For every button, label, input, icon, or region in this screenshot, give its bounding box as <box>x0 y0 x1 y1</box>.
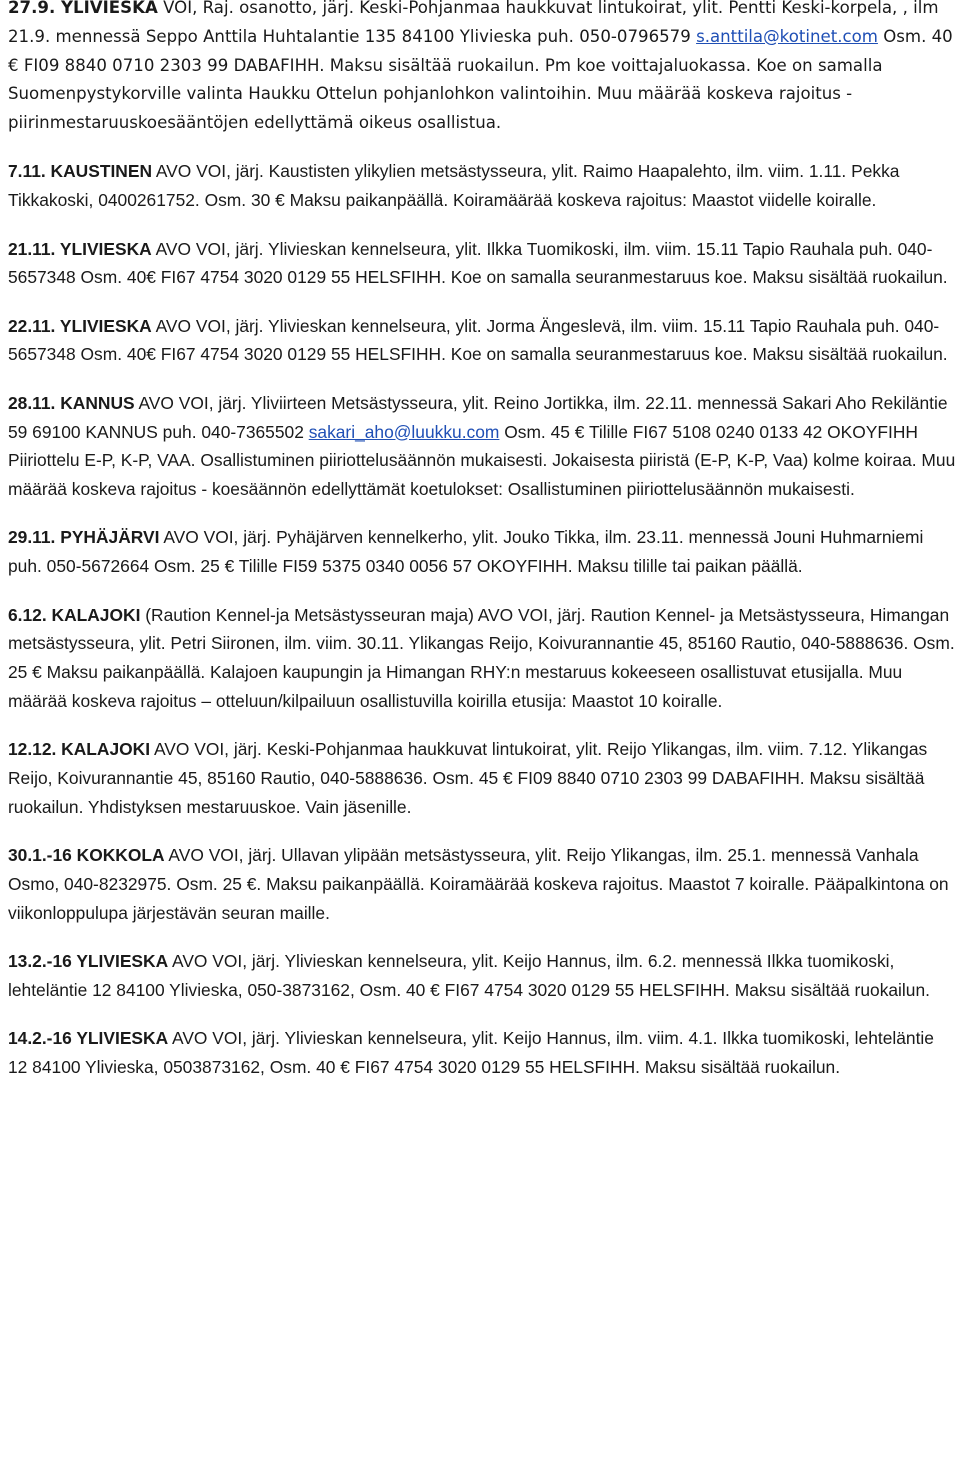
event-heading: 30.1.-16 KOKKOLA <box>8 845 165 866</box>
event-text: AVO VOI, järj. Kaustisten ylikylien metsästysseura, ylit. Raimo Haapalehto, ilm. viim. 1.11. Pekka Tikkakoski, 0400261752. Osm. 30 € Maksu paikanpäällä. Koiramäärää koskeva rajoitus: Maastot viidelle koiralle. <box>8 161 900 211</box>
event-heading: 21.11. YLIVIESKA <box>8 238 152 259</box>
event-entry <box>8 389 956 504</box>
event-heading: 14.2.-16 YLIVIESKA <box>8 1028 169 1049</box>
event-text: AVO VOI, järj. Keski-Pohjanmaa haukkuvat lintukoirat, ylit. Reijo Ylikangas, ilm. viim. 7.12. Ylikangas Reijo, Koivurannantie 45, 85160 Rautio, 040-5888636. Osm. 45 € FI09 8840 0710 2303 99 DABAFIHH. Maksu sisältää ruokailun. Yhdistyksen mestaruuskoe. Vain jäsenille. <box>8 739 928 817</box>
event-text: Osm. 40 € FI09 8840 0710 2303 99 DABAFIHH. Maksu sisältää ruokailun. Pm koe voittajaluokassa. Koe on samalla Suomenpystykorville valinta Haukku Ottelun pohjanlohkon valintoihin. Muu määrää koskeva rajoitus - piirinmestaruuskoesääntöjen edellyttämä oikeus osallistua. <box>8 26 953 133</box>
event-heading: 29.11. PYHÄJÄRVI <box>8 527 160 548</box>
event-text: AVO VOI, järj. Ylivieskan kennelseura, ylit. Keijo Hannus, ilm. viim. 4.1. Ilkka tuomikoski, lehteläntie 12 84100 Ylivieska, 0503873162, Osm. 40 € FI67 4754 3020 0129 55 HELSFIHH. Maksu sisältää ruokailun. <box>8 1028 934 1077</box>
event-heading: 7.11. KAUSTINEN <box>8 161 152 182</box>
event-text: VOI, Raj. osanotto, järj. Keski-Pohjanmaa haukkuvat lintukoirat, ylit. Pentti Keski-korpela, , ilm 21.9. mennessä Seppo Anttila Huhtalantie 135 84100 Ylivieska puh. 050-0796579 <box>8 0 939 46</box>
email-link[interactable]: sakari_aho@luukku.com <box>308 421 500 442</box>
event-entry <box>8 0 956 138</box>
event-entry <box>8 947 956 1005</box>
event-heading: 12.12. KALAJOKI <box>8 739 151 760</box>
event-entry <box>8 1024 956 1082</box>
document-body <box>8 0 956 1082</box>
event-heading: 6.12. KALAJOKI <box>8 604 141 625</box>
event-entry <box>8 841 956 927</box>
event-entry <box>8 523 956 581</box>
event-heading: 13.2.-16 YLIVIESKA <box>8 951 169 972</box>
event-text: AVO VOI, järj. Pyhäjärven kennelkerho, ylit. Jouko Tikka, ilm. 23.11. mennessä Jouni Huhmarniemi puh. 050-5672664 Osm. 25 € Tilille FI59 5375 0340 0056 57 OKOYFIHH. Maksu tilille tai paikan päällä. <box>8 527 924 577</box>
event-heading: 22.11. YLIVIESKA <box>8 315 152 336</box>
event-heading: 28.11. KANNUS <box>8 392 135 413</box>
event-entry <box>8 735 956 821</box>
email-link[interactable]: s.anttila@kotinet.com <box>696 26 878 46</box>
event-text: AVO VOI, järj. Ylivieskan kennelseura, ylit. Ilkka Tuomikoski, ilm. viim. 15.11 Tapio Rauhala puh. 040-5657348 Osm. 40€ FI67 4754 3020 0129 55 HELSFIHH. Koe on samalla seuranmestaruus koe. Maksu sisältää ruokailun. <box>8 238 948 288</box>
event-text: AVO VOI, järj. Ullavan ylipään metsästysseura, ylit. Reijo Ylikangas, ilm. 25.1. mennessä Vanhala Osmo, 040-8232975. Osm. 25 €. Maksu paikanpäällä. Koiramäärää koskeva rajoitus. Maastot 7 koiralle. Pääpalkintona on viikonloppulupa järjestävän seuran maille. <box>8 845 949 923</box>
event-entry <box>8 235 956 293</box>
event-text: Osm. 45 € Tilille FI67 5108 0240 0133 42 OKOYFIHH Piiriottelu E-P, K-P, VAA. Osallistuminen piiriottelusäännön mukaisesti. Jokaisesta piiristä (E-P, K-P, Vaa) kolme koiraa. Muu määrää koskeva rajoitus - koesäännön edellyttämät koetulokset: Osallistuminen piiriottelusäännön mukaisesti. <box>8 421 956 500</box>
event-entry <box>8 312 956 370</box>
event-heading: 27.9. YLIVIESKA <box>8 0 158 17</box>
event-text: AVO VOI, järj. Ylivieskan kennelseura, ylit. Keijo Hannus, ilm. 6.2. mennessä Ilkka tuomikoski, lehteläntie 12 84100 Ylivieska, 050-3873162, Osm. 40 € FI67 4754 3020 0129 55 HELSFIHH. Maksu sisältää ruokailun. <box>8 951 930 1000</box>
event-text: AVO VOI, järj. Yliviirteen Metsästysseura, ylit. Reino Jortikka, ilm. 22.11. mennessä Sakari Aho Rekiläntie 59 69100 KANNUS puh. 040-7365502 <box>8 392 948 442</box>
event-entry <box>8 601 956 716</box>
event-text: AVO VOI, järj. Ylivieskan kennelseura, ylit. Jorma Ängeslevä, ilm. viim. 15.11 Tapio Rauhala puh. 040-5657348 Osm. 40€ FI67 4754 3020 0129 55 HELSFIHH. Koe on samalla seuranmestaruus koe. Maksu sisältää ruokailun. <box>8 315 948 365</box>
event-text: (Raution Kennel-ja Metsästysseuran maja) AVO VOI, järj. Raution Kennel- ja Metsästysseura, Himangan metsästysseura, ylit. Petri Siironen, ilm. viim. 30.11. Ylikangas Reijo, Koivurannantie 45, 85160 Rautio, 040-5888636. Osm. 25 € Maksu paikanpäällä. Kalajoen kaupungin ja Himangan RHY:n mestaruus kokeeseen osallistuvat etusijalla. Muu määrää koskeva rajoitus – otteluun/kilpailuun osallistuvilla koirilla etusija: Maastot 10 koiralle. <box>8 604 955 711</box>
event-entry <box>8 157 956 215</box>
